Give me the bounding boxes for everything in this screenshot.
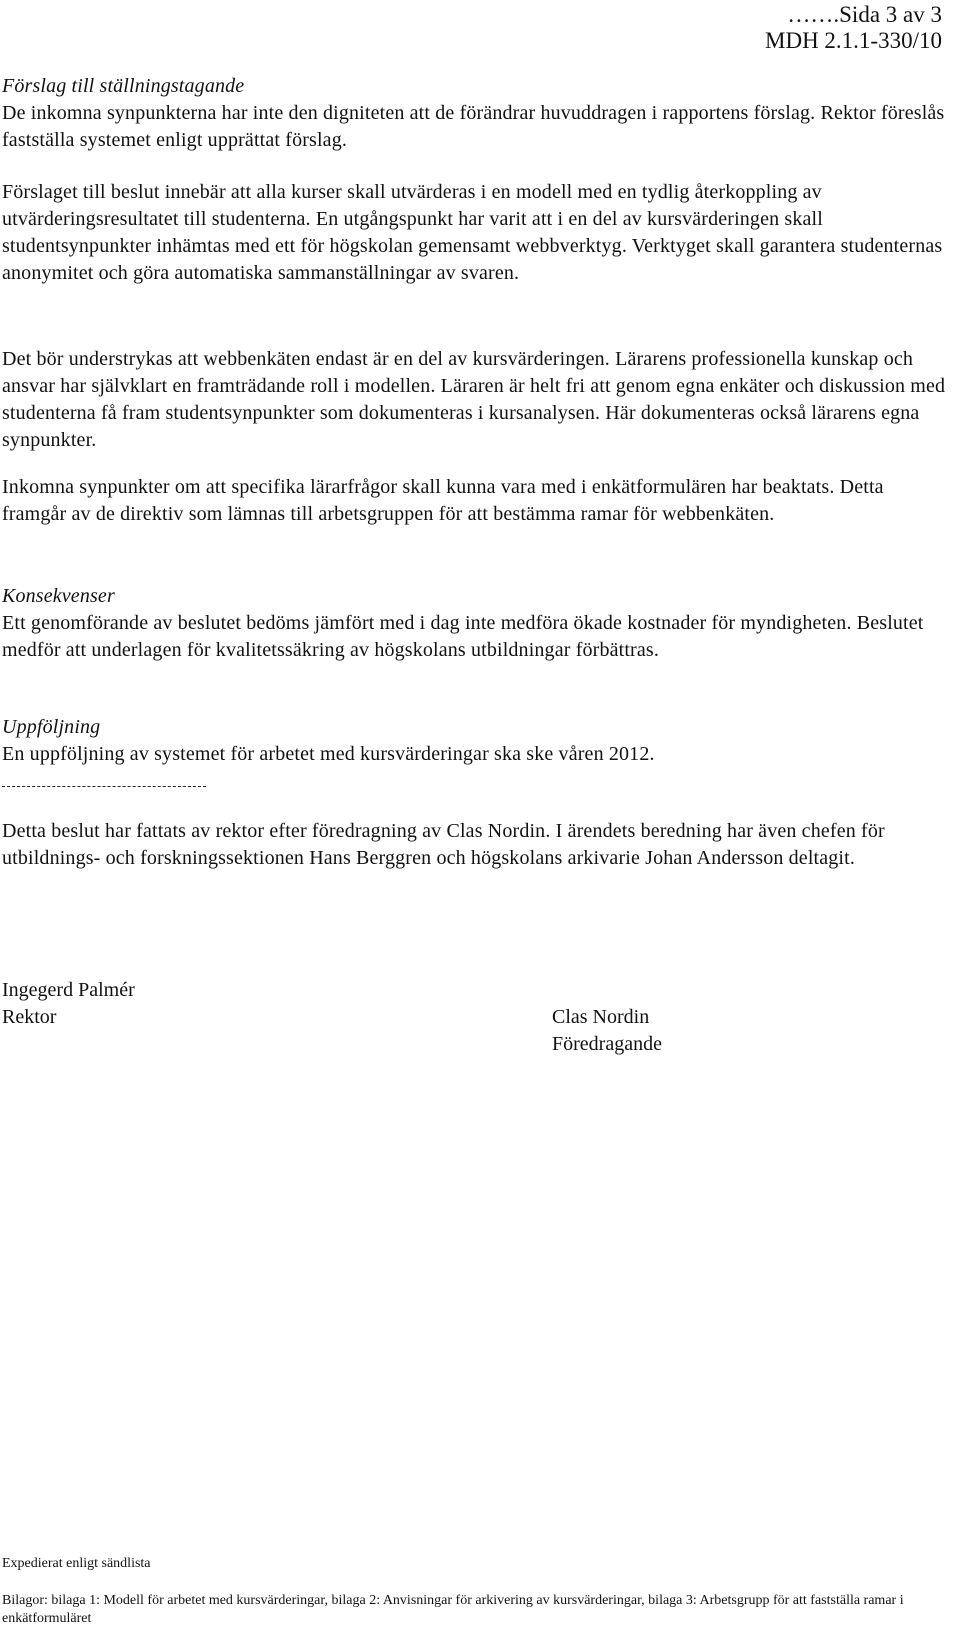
paragraph: Inkomna synpunkter om att specifika lärarfrågor skall kunna vara med i enkätformulären har beaktats. Detta framgår av de direktiv som lämnas till arbetsgruppen för att bestämma ramar för webbenkäten. xyxy=(2,476,884,525)
signature-left-title: Rektor xyxy=(2,1006,57,1028)
page-number: …….Sida 3 av 3 xyxy=(787,2,942,27)
document-reference: MDH 2.1.1-330/10 xyxy=(765,28,942,53)
section-heading: Förslag till ställningstagande xyxy=(2,75,245,97)
attachments-list: Bilagor: bilaga 1: Modell för arbetet med kursvärderingar, bilaga 2: Anvisningar för arkivering av kursvärderingar, bilaga 3: Arbetsgrupp för att fastställa ramar i enkätformuläret xyxy=(2,1593,904,1626)
separator-line xyxy=(2,786,206,787)
section-uppfoljning xyxy=(2,714,952,768)
paragraph: De inkomna synpunkterna har inte den digniteten att de förändrar huvuddragen i rapportens förslag. Rektor föreslås fastställa systemet enligt upprättat förslag. xyxy=(2,102,945,151)
signature-right-name: Clas Nordin xyxy=(552,1006,650,1028)
section-heading: Uppföljning xyxy=(2,716,101,738)
section-konsekvenser xyxy=(2,583,952,664)
paragraph: Förslaget till beslut innebär att alla kurser skall utvärderas i en modell med en tydlig återkoppling av utvärderingsresultatet till studenterna. En utgångspunkt har varit att i en del av kursvärderingen skall studentsynpunkter inhämtas med ett för högskolan gemensamt webbverktyg. Verktyget skall garantera studenternas anonymitet och göra automatiska sammanställningar av svaren. xyxy=(2,181,943,284)
paragraph: En uppföljning av systemet för arbetet med kursvärderingar ska ske våren 2012. xyxy=(2,743,655,765)
paragraph: Detta beslut har fattats av rektor efter föredragning av Clas Nordin. I ärendets beredning har även chefen för utbildnings- och forskningssektionen Hans Berggren och högskolans arkivarie Johan Andersson deltagit. xyxy=(2,820,885,869)
section-forslag xyxy=(2,73,952,154)
paragraph: Ett genomförande av beslutet bedöms jämfört med i dag inte medföra ökade kostnader för myndigheten. Beslutet medför att underlagen för kvalitetssäkring av högskolans utbildningar förbättras. xyxy=(2,612,924,661)
signature-left-name: Ingegerd Palmér xyxy=(2,979,135,1001)
distribution-note: Expedierat enligt sändlista xyxy=(2,1556,151,1571)
paragraph: Det bör understrykas att webbenkäten endast är en del av kursvärderingen. Lärarens professionella kunskap och ansvar har självklart en framträdande roll i modellen. Läraren är helt fri att genom egna enkäter och diskussion med studenterna få fram studentsynpunkter som dokumenteras i kursanalysen. Här dokumenteras också lärarens egna synpunkter. xyxy=(2,348,946,451)
section-heading: Konsekvenser xyxy=(2,585,115,607)
signature-right-title: Föredragande xyxy=(552,1033,662,1055)
